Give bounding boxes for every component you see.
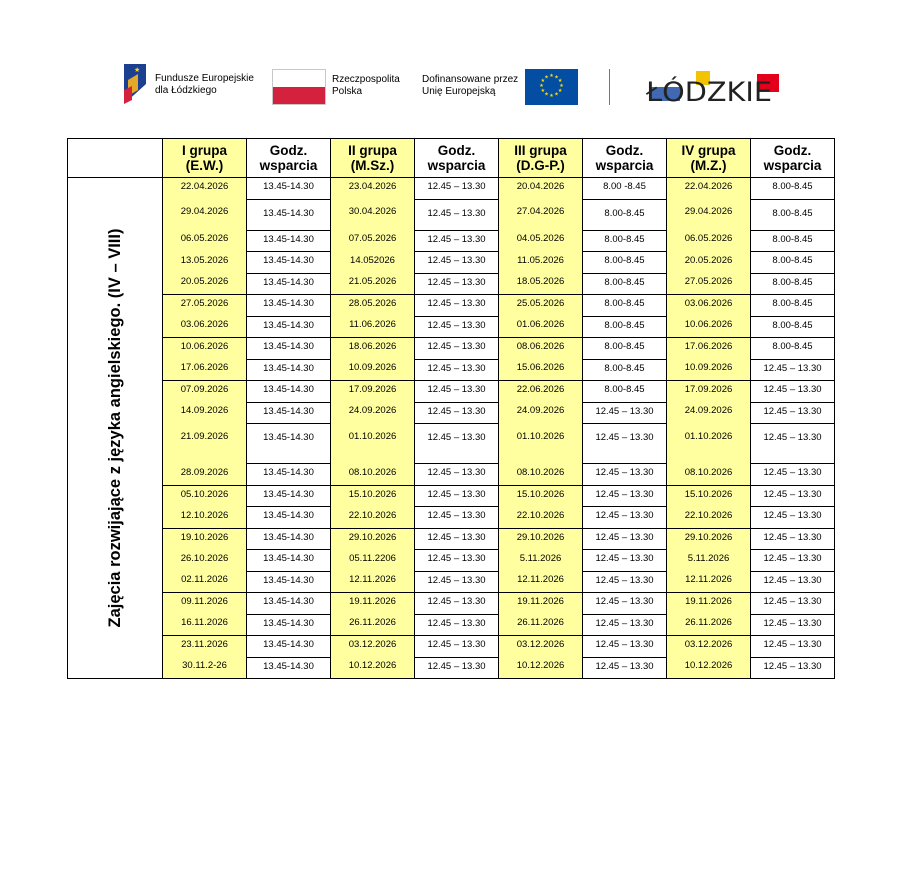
date-cell: 10.12.2026 xyxy=(499,657,583,679)
hours-cell: 12.45 – 13.30 xyxy=(415,199,499,230)
date-cell: 16.11.2026 xyxy=(163,614,247,636)
hours-cell: 8.00-8.45 xyxy=(751,199,835,230)
hours-cell: 8.00 -8.45 xyxy=(583,178,667,200)
svg-text:★: ★ xyxy=(539,83,544,89)
date-cell: 29.10.2026 xyxy=(667,528,751,550)
table-row xyxy=(68,199,835,230)
svg-text:★: ★ xyxy=(544,74,549,81)
svg-text:★: ★ xyxy=(134,66,141,74)
svg-text:★: ★ xyxy=(554,74,559,81)
table-row xyxy=(68,593,835,615)
hours-cell: 13.45-14.30 xyxy=(247,636,331,658)
date-cell: 15.10.2026 xyxy=(499,485,583,507)
fe-line2: dla Łódzkiego xyxy=(155,85,217,96)
date-cell: 22.04.2026 xyxy=(667,178,751,200)
hours-cell: 12.45 – 13.30 xyxy=(751,464,835,486)
date-cell: 17.06.2026 xyxy=(667,338,751,360)
fundusze-europejskie-text xyxy=(155,73,254,97)
table-row xyxy=(68,402,835,424)
eu-cofinance-text xyxy=(422,74,518,98)
hours-cell: 8.00-8.45 xyxy=(583,199,667,230)
date-cell: 06.05.2026 xyxy=(667,230,751,252)
date-cell: 24.09.2026 xyxy=(499,402,583,424)
hours-cell: 8.00-8.45 xyxy=(583,359,667,381)
table-row xyxy=(68,424,835,464)
date-cell: 01.06.2026 xyxy=(499,316,583,338)
hours-cell: 12.45 – 13.30 xyxy=(583,507,667,529)
hours-cell: 12.45 – 13.30 xyxy=(751,550,835,572)
hours-cell: 12.45 – 13.30 xyxy=(751,424,835,464)
date-cell: 10.09.2026 xyxy=(331,359,415,381)
date-cell: 08.06.2026 xyxy=(499,338,583,360)
table-header-row xyxy=(68,139,835,178)
svg-text:★: ★ xyxy=(557,78,563,84)
hours-cell: 8.00-8.45 xyxy=(751,295,835,317)
date-cell: 20.05.2026 xyxy=(163,273,247,295)
hours-cell: 13.45-14.30 xyxy=(247,316,331,338)
hours-cell: 13.45-14.30 xyxy=(247,295,331,317)
table-row xyxy=(68,295,835,317)
header-hours-2: Godz. wsparcia xyxy=(415,139,499,178)
hours-cell: 12.45 – 13.30 xyxy=(415,359,499,381)
hours-cell: 12.45 – 13.30 xyxy=(583,528,667,550)
svg-text:★: ★ xyxy=(554,91,559,98)
hours-cell: 12.45 – 13.30 xyxy=(751,657,835,679)
hours-cell: 12.45 – 13.30 xyxy=(415,550,499,572)
date-cell: 01.10.2026 xyxy=(331,424,415,464)
date-cell: 26.11.2026 xyxy=(499,614,583,636)
svg-text:★: ★ xyxy=(540,78,546,84)
date-cell: 14.052026 xyxy=(331,252,415,274)
hours-cell: 13.45-14.30 xyxy=(247,507,331,529)
hours-cell: 12.45 – 13.30 xyxy=(415,295,499,317)
date-cell: 10.09.2026 xyxy=(667,359,751,381)
hours-cell: 12.45 – 13.30 xyxy=(415,636,499,658)
logo-bar xyxy=(0,55,911,115)
eu-line2: Unię Europejską xyxy=(422,86,496,97)
hours-cell: 13.45-14.30 xyxy=(247,464,331,486)
hours-cell: 13.45-14.30 xyxy=(247,593,331,615)
hours-cell: 8.00-8.45 xyxy=(583,230,667,252)
date-cell: 14.09.2026 xyxy=(163,402,247,424)
side-label: Zajęcia rozwijające z języka angielskiego. (IV – VIII) xyxy=(106,228,124,628)
hours-cell: 12.45 – 13.30 xyxy=(751,402,835,424)
date-cell: 10.06.2026 xyxy=(667,316,751,338)
date-cell: 29.04.2026 xyxy=(163,199,247,230)
svg-text:★: ★ xyxy=(540,88,546,94)
date-cell: 27.05.2026 xyxy=(667,273,751,295)
date-cell: 15.10.2026 xyxy=(331,485,415,507)
date-cell: 26.10.2026 xyxy=(163,550,247,572)
hours-cell: 12.45 – 13.30 xyxy=(415,178,499,200)
date-cell: 04.05.2026 xyxy=(499,230,583,252)
hours-cell: 12.45 – 13.30 xyxy=(583,571,667,593)
date-cell: 28.05.2026 xyxy=(331,295,415,317)
date-cell: 15.10.2026 xyxy=(667,485,751,507)
table-row xyxy=(68,507,835,529)
hours-cell: 8.00-8.45 xyxy=(583,295,667,317)
hours-cell: 8.00-8.45 xyxy=(583,252,667,274)
hours-cell: 12.45 – 13.30 xyxy=(583,464,667,486)
date-cell: 19.11.2026 xyxy=(331,593,415,615)
header-corner xyxy=(68,139,163,178)
date-cell: 15.06.2026 xyxy=(499,359,583,381)
date-cell: 20.05.2026 xyxy=(667,252,751,274)
hours-cell: 8.00-8.45 xyxy=(583,381,667,403)
hours-cell: 12.45 – 13.30 xyxy=(751,636,835,658)
table-row xyxy=(68,178,835,200)
hours-cell: 8.00-8.45 xyxy=(751,338,835,360)
table-row xyxy=(68,636,835,658)
date-cell: 07.05.2026 xyxy=(331,230,415,252)
date-cell: 11.06.2026 xyxy=(331,316,415,338)
hours-cell: 12.45 – 13.30 xyxy=(583,593,667,615)
hours-cell: 12.45 – 13.30 xyxy=(583,424,667,464)
date-cell: 08.10.2026 xyxy=(499,464,583,486)
side-label-cell xyxy=(68,178,163,679)
date-cell: 30.11.2-26 xyxy=(163,657,247,679)
date-cell: 22.10.2026 xyxy=(331,507,415,529)
date-cell: 10.12.2026 xyxy=(667,657,751,679)
date-cell: 03.06.2026 xyxy=(667,295,751,317)
date-cell: 20.04.2026 xyxy=(499,178,583,200)
hours-cell: 12.45 – 13.30 xyxy=(415,273,499,295)
rzeczpospolita-text xyxy=(332,74,400,98)
date-cell: 23.11.2026 xyxy=(163,636,247,658)
hours-cell: 8.00-8.45 xyxy=(583,316,667,338)
table-row xyxy=(68,273,835,295)
hours-cell: 12.45 – 13.30 xyxy=(415,507,499,529)
hours-cell: 13.45-14.30 xyxy=(247,657,331,679)
date-cell: 27.04.2026 xyxy=(499,199,583,230)
table-row xyxy=(68,571,835,593)
header-hours-4: Godz. wsparcia xyxy=(751,139,835,178)
hours-cell: 12.45 – 13.30 xyxy=(415,230,499,252)
hours-cell: 13.45-14.30 xyxy=(247,252,331,274)
table-row xyxy=(68,338,835,360)
hours-cell: 12.45 – 13.30 xyxy=(583,636,667,658)
date-cell: 22.10.2026 xyxy=(499,507,583,529)
date-cell: 06.05.2026 xyxy=(163,230,247,252)
hours-cell: 13.45-14.30 xyxy=(247,424,331,464)
svg-text:★: ★ xyxy=(544,91,549,98)
date-cell: 29.10.2026 xyxy=(499,528,583,550)
date-cell: 12.10.2026 xyxy=(163,507,247,529)
date-cell: 11.05.2026 xyxy=(499,252,583,274)
hours-cell: 12.45 – 13.30 xyxy=(415,402,499,424)
date-cell: 03.12.2026 xyxy=(331,636,415,658)
date-cell: 18.05.2026 xyxy=(499,273,583,295)
date-cell: 10.12.2026 xyxy=(331,657,415,679)
hours-cell: 12.45 – 13.30 xyxy=(751,507,835,529)
hours-cell: 12.45 – 13.30 xyxy=(415,424,499,464)
header-group-4: IV grupa (M.Z.) xyxy=(667,139,751,178)
hours-cell: 8.00-8.45 xyxy=(751,252,835,274)
table-row xyxy=(68,381,835,403)
rp-line2: Polska xyxy=(332,86,363,97)
hours-cell: 13.45-14.30 xyxy=(247,381,331,403)
date-cell: 07.09.2026 xyxy=(163,381,247,403)
date-cell: 26.11.2026 xyxy=(667,614,751,636)
hours-cell: 12.45 – 13.30 xyxy=(583,402,667,424)
eu-line1: Dofinansowane przez xyxy=(422,74,519,85)
hours-cell: 12.45 – 13.30 xyxy=(751,485,835,507)
fundusze-europejskie-logo-icon xyxy=(120,60,150,108)
date-cell: 29.10.2026 xyxy=(331,528,415,550)
table-row xyxy=(68,485,835,507)
hours-cell: 13.45-14.30 xyxy=(247,199,331,230)
date-cell: 22.06.2026 xyxy=(499,381,583,403)
hours-cell: 13.45-14.30 xyxy=(247,230,331,252)
polish-flag-icon xyxy=(272,69,326,105)
date-cell: 22.10.2026 xyxy=(667,507,751,529)
table-row xyxy=(68,230,835,252)
date-cell: 25.05.2026 xyxy=(499,295,583,317)
hours-cell: 13.45-14.30 xyxy=(247,273,331,295)
hours-cell: 13.45-14.30 xyxy=(247,528,331,550)
date-cell: 09.11.2026 xyxy=(163,593,247,615)
hours-cell: 12.45 – 13.30 xyxy=(415,528,499,550)
table-row xyxy=(68,657,835,679)
date-cell: 5.11.2026 xyxy=(667,550,751,572)
header-group-3: III grupa (D.G-P.) xyxy=(499,139,583,178)
hours-cell: 8.00-8.45 xyxy=(751,316,835,338)
date-cell: 17.09.2026 xyxy=(667,381,751,403)
hours-cell: 12.45 – 13.30 xyxy=(751,381,835,403)
hours-cell: 13.45-14.30 xyxy=(247,614,331,636)
eu-flag-icon xyxy=(525,69,578,105)
hours-cell: 12.45 – 13.30 xyxy=(583,550,667,572)
table-row xyxy=(68,252,835,274)
hours-cell: 12.45 – 13.30 xyxy=(751,593,835,615)
hours-cell: 13.45-14.30 xyxy=(247,550,331,572)
rp-line1: Rzeczpospolita xyxy=(332,74,400,85)
date-cell: 17.06.2026 xyxy=(163,359,247,381)
hours-cell: 12.45 – 13.30 xyxy=(415,593,499,615)
svg-text:★: ★ xyxy=(559,83,564,89)
table-row xyxy=(68,316,835,338)
header-group-1: I grupa (E.W.) xyxy=(163,139,247,178)
hours-cell: 12.45 – 13.30 xyxy=(415,316,499,338)
hours-cell: 12.45 – 13.30 xyxy=(415,381,499,403)
table-row xyxy=(68,550,835,572)
date-cell: 23.04.2026 xyxy=(331,178,415,200)
date-cell: 03.12.2026 xyxy=(499,636,583,658)
table-row xyxy=(68,464,835,486)
date-cell: 12.11.2026 xyxy=(667,571,751,593)
date-cell: 01.10.2026 xyxy=(499,424,583,464)
date-cell: 03.12.2026 xyxy=(667,636,751,658)
table-row xyxy=(68,359,835,381)
hours-cell: 12.45 – 13.30 xyxy=(583,657,667,679)
hours-cell: 12.45 – 13.30 xyxy=(751,359,835,381)
hours-cell: 12.45 – 13.30 xyxy=(415,485,499,507)
date-cell: 5.11.2026 xyxy=(499,550,583,572)
header-group-2: II grupa (M.Sz.) xyxy=(331,139,415,178)
date-cell: 05.11.2206 xyxy=(331,550,415,572)
date-cell: 24.09.2026 xyxy=(667,402,751,424)
hours-cell: 13.45-14.30 xyxy=(247,485,331,507)
fe-line1: Fundusze Europejskie xyxy=(155,73,254,84)
date-cell: 28.09.2026 xyxy=(163,464,247,486)
hours-cell: 12.45 – 13.30 xyxy=(751,614,835,636)
hours-cell: 8.00-8.45 xyxy=(583,273,667,295)
hours-cell: 12.45 – 13.30 xyxy=(583,614,667,636)
header-hours-1: Godz. wsparcia xyxy=(247,139,331,178)
hours-cell: 13.45-14.30 xyxy=(247,338,331,360)
schedule-body xyxy=(68,178,835,679)
date-cell: 05.10.2026 xyxy=(163,485,247,507)
date-cell: 10.06.2026 xyxy=(163,338,247,360)
date-cell: 08.10.2026 xyxy=(331,464,415,486)
table-row xyxy=(68,614,835,636)
date-cell: 19.11.2026 xyxy=(499,593,583,615)
table-row xyxy=(68,528,835,550)
hours-cell: 12.45 – 13.30 xyxy=(415,252,499,274)
date-cell: 18.06.2026 xyxy=(331,338,415,360)
hours-cell: 12.45 – 13.30 xyxy=(415,614,499,636)
date-cell: 21.09.2026 xyxy=(163,424,247,464)
hours-cell: 8.00-8.45 xyxy=(751,273,835,295)
region-name: ŁÓDZKIE xyxy=(646,77,765,108)
date-cell: 19.11.2026 xyxy=(667,593,751,615)
hours-cell: 13.45-14.30 xyxy=(247,571,331,593)
date-cell: 21.05.2026 xyxy=(331,273,415,295)
date-cell: 08.10.2026 xyxy=(667,464,751,486)
date-cell: 19.10.2026 xyxy=(163,528,247,550)
svg-text:★: ★ xyxy=(549,93,554,99)
date-cell: 03.06.2026 xyxy=(163,316,247,338)
date-cell: 30.04.2026 xyxy=(331,199,415,230)
hours-cell: 12.45 – 13.30 xyxy=(583,485,667,507)
date-cell: 13.05.2026 xyxy=(163,252,247,274)
schedule-table xyxy=(67,138,835,679)
date-cell: 22.04.2026 xyxy=(163,178,247,200)
date-cell: 27.05.2026 xyxy=(163,295,247,317)
hours-cell: 12.45 – 13.30 xyxy=(415,571,499,593)
hours-cell: 12.45 – 13.30 xyxy=(751,571,835,593)
hours-cell: 12.45 – 13.30 xyxy=(415,464,499,486)
svg-text:★: ★ xyxy=(557,88,563,94)
svg-text:★: ★ xyxy=(549,73,554,79)
logo-separator xyxy=(609,69,610,105)
hours-cell: 8.00-8.45 xyxy=(751,178,835,200)
date-cell: 29.04.2026 xyxy=(667,199,751,230)
date-cell: 17.09.2026 xyxy=(331,381,415,403)
date-cell: 02.11.2026 xyxy=(163,571,247,593)
hours-cell: 8.00-8.45 xyxy=(751,230,835,252)
date-cell: 24.09.2026 xyxy=(331,402,415,424)
hours-cell: 13.45-14.30 xyxy=(247,178,331,200)
date-cell: 26.11.2026 xyxy=(331,614,415,636)
header-hours-3: Godz. wsparcia xyxy=(583,139,667,178)
hours-cell: 13.45-14.30 xyxy=(247,402,331,424)
date-cell: 01.10.2026 xyxy=(667,424,751,464)
date-cell: 12.11.2026 xyxy=(499,571,583,593)
hours-cell: 12.45 – 13.30 xyxy=(751,528,835,550)
hours-cell: 8.00-8.45 xyxy=(583,338,667,360)
date-cell: 12.11.2026 xyxy=(331,571,415,593)
hours-cell: 12.45 – 13.30 xyxy=(415,338,499,360)
hours-cell: 13.45-14.30 xyxy=(247,359,331,381)
hours-cell: 12.45 – 13.30 xyxy=(415,657,499,679)
lodzkie-region-logo-icon xyxy=(644,67,779,109)
